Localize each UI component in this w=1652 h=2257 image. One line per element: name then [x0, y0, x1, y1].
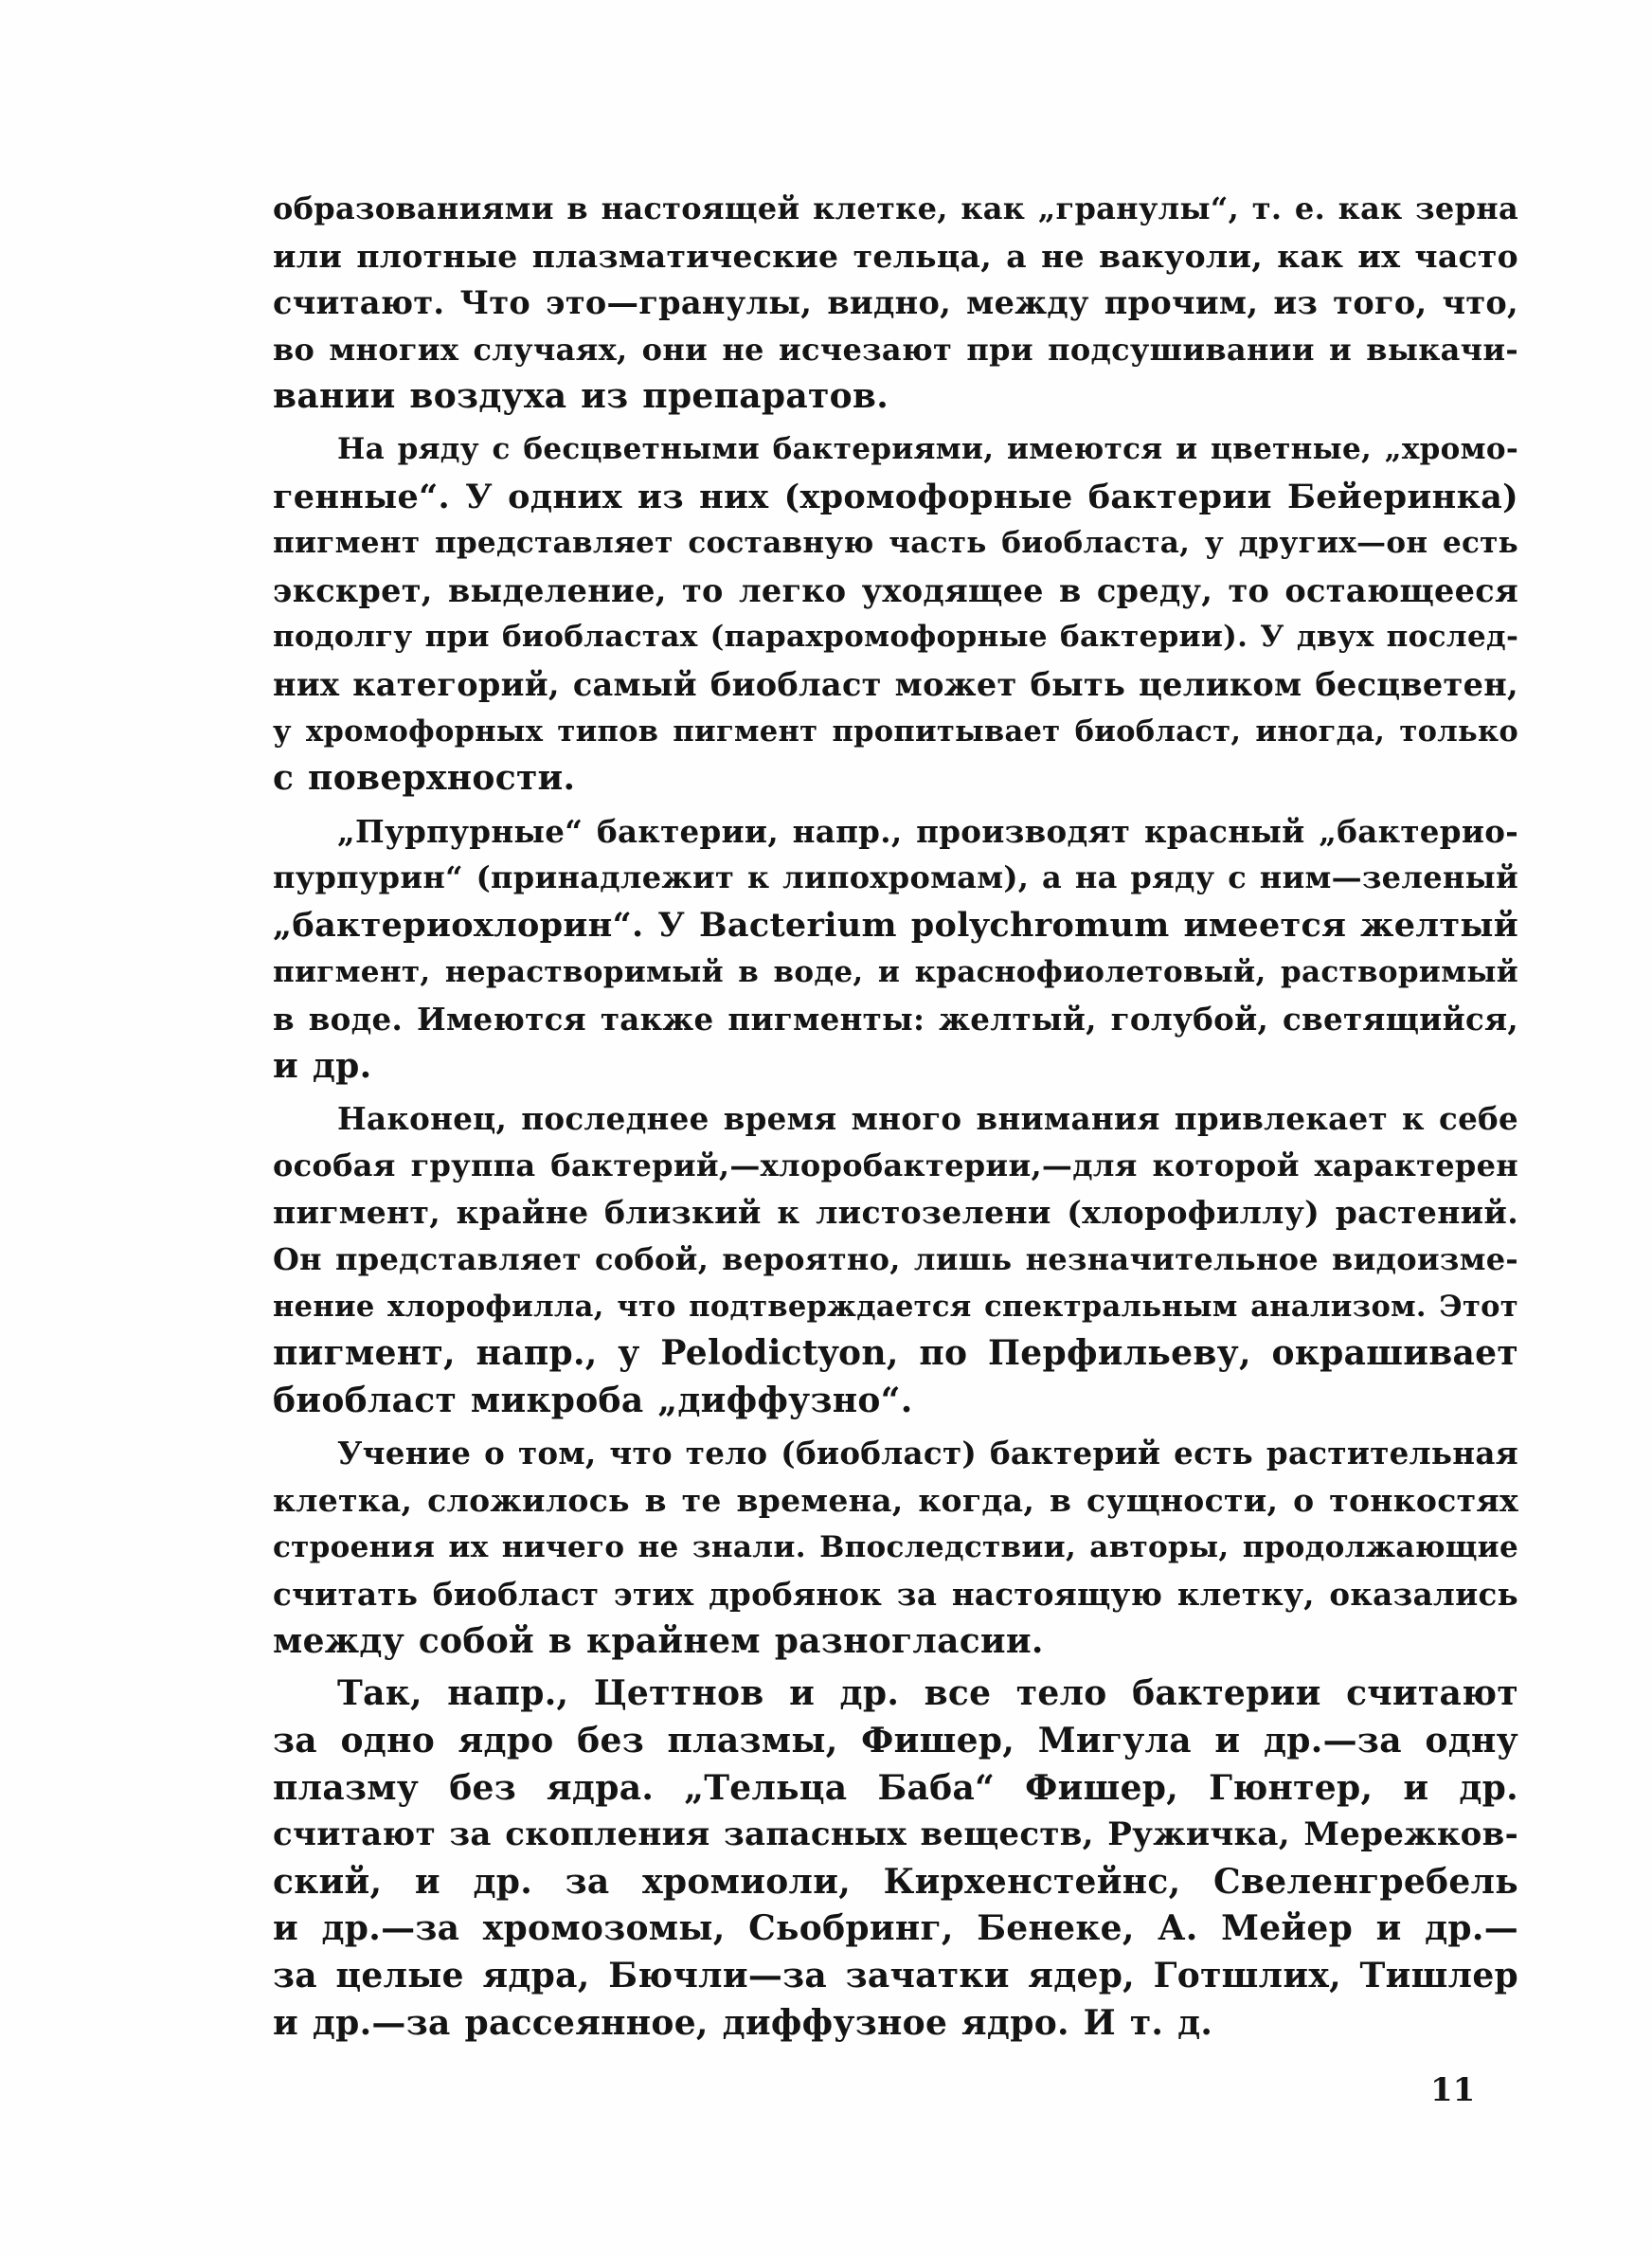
paragraph [273, 426, 1518, 803]
text-line: пигмент, крайне близкий к листозелени (хлорофиллу) растений. [273, 1194, 1518, 1232]
text-line: и др. [273, 1045, 372, 1086]
text-line: в воде. Имеются также пигменты: желтый, голубой, светящийся, [273, 1001, 1518, 1038]
text-line: пигмент представляет составную часть биобласта, у других—он есть [273, 526, 1518, 561]
body-text [273, 186, 1518, 2047]
text-line: ский, и др. за хромиоли, Кирхенстейнс, Свеленгребель [273, 1861, 1518, 1902]
text-line: пигмент, напр., у Pelodictyon, по Перфильеву, окрашивает [273, 1333, 1518, 1374]
text-line: у хромофорных типов пигмент пропитывает биобласт, иногда, только [273, 713, 1518, 749]
text-line: считают. Что это—гранулы, видно, между прочим, из того, что, [273, 284, 1518, 322]
text-line: биобласт микроба „диффузно“. [273, 1380, 913, 1420]
text-line: или плотные плазматические тельца, а не вакуоли, как их часто [273, 237, 1518, 275]
text-line: за одно ядро без плазмы, Фишер, Мигула и др.—за одну [273, 1721, 1518, 1760]
text-line: пигмент, нерастворимый в воде, и краснофиолетовый, растворимый [273, 954, 1518, 989]
text-line: и др.—за рассеянное, диффузное ядро. И т. д. [273, 2002, 1213, 2043]
text-line: генные“. У одних из них (хромофорные бактерии Бейеринка) [273, 477, 1518, 516]
text-line: во многих случаях, они не исчезают при подсушивании и выкачи- [273, 331, 1518, 368]
text-line: между собой в крайнем разногласии. [273, 1620, 1044, 1661]
text-line: особая группа бактерий,—хлоробактерии,—для которой характерен [273, 1147, 1518, 1183]
text-line: с поверхности. [273, 758, 576, 799]
text-line: пурпурин“ (принадлежит к липохромам), а на ряду с ним—зеленый [273, 859, 1518, 896]
text-line: нение хлорофилла, что подтверждается спектральным анализом. Этот [273, 1289, 1518, 1324]
paragraph [273, 1670, 1518, 2047]
text-line: Так, напр., Цеттнов и др. все тело бактерии считают [337, 1673, 1518, 1714]
text-line: и др.—за хромозомы, Сьобринг, Бенеке, А. Мейер и др.— [273, 1908, 1518, 1949]
text-line: „Пурпурные“ бактерии, напр., производят красный „бактерио- [337, 812, 1518, 850]
text-line: плазму без ядра. „Тельца Баба“ Фишер, Гюнтер, и др. [273, 1767, 1518, 1808]
paragraph [273, 186, 1518, 421]
text-line: Он представляет собой, вероятно, лишь незначительное видоизме- [273, 1241, 1518, 1278]
page-number: 11 [1430, 2071, 1476, 2109]
text-line: вании воздуха из препаратов. [273, 376, 889, 417]
text-line: Наконец, последнее время много внимания привлекает к себе [337, 1100, 1518, 1138]
text-line: экскрет, выделение, то легко уходящее в среду, то остающееся [273, 571, 1518, 609]
text-line: считают за скопления запасных веществ, Ружичка, Мережков- [273, 1815, 1518, 1854]
paragraph [273, 1095, 1518, 1424]
text-line: строения их ничего не знали. Впоследствии, авторы, продолжающие [273, 1529, 1518, 1564]
text-line: образованиями в настоящей клетке, как „гранулы“, т. е. как зерна [273, 190, 1518, 226]
text-line: На ряду с бесцветными бактериями, имеются и цветные, „хромо- [337, 431, 1518, 466]
text-line: Учение о том, что тело (биобласт) бактерий есть растительная [337, 1435, 1518, 1472]
text-line: считать биобласт этих дробянок за настоящую клетку, оказались [273, 1576, 1518, 1614]
text-line: них категорий, самый биобласт может быть целиком бесцветен, [273, 665, 1518, 703]
text-line: клетка, сложилось в те времена, когда, в сущности, о тонкостях [273, 1482, 1518, 1520]
text-line: „бактериохлорин“. У Bacterium polychromum имеется желтый [273, 905, 1518, 945]
paragraph [273, 1430, 1518, 1665]
paragraph [273, 808, 1518, 1091]
text-line: подолгу при биобластах (парахромофорные бактерии). У двух послед- [273, 620, 1519, 655]
text-line: за целые ядра, Бючли—за зачатки ядер, Готшлих, Тишлер [273, 1955, 1518, 1995]
